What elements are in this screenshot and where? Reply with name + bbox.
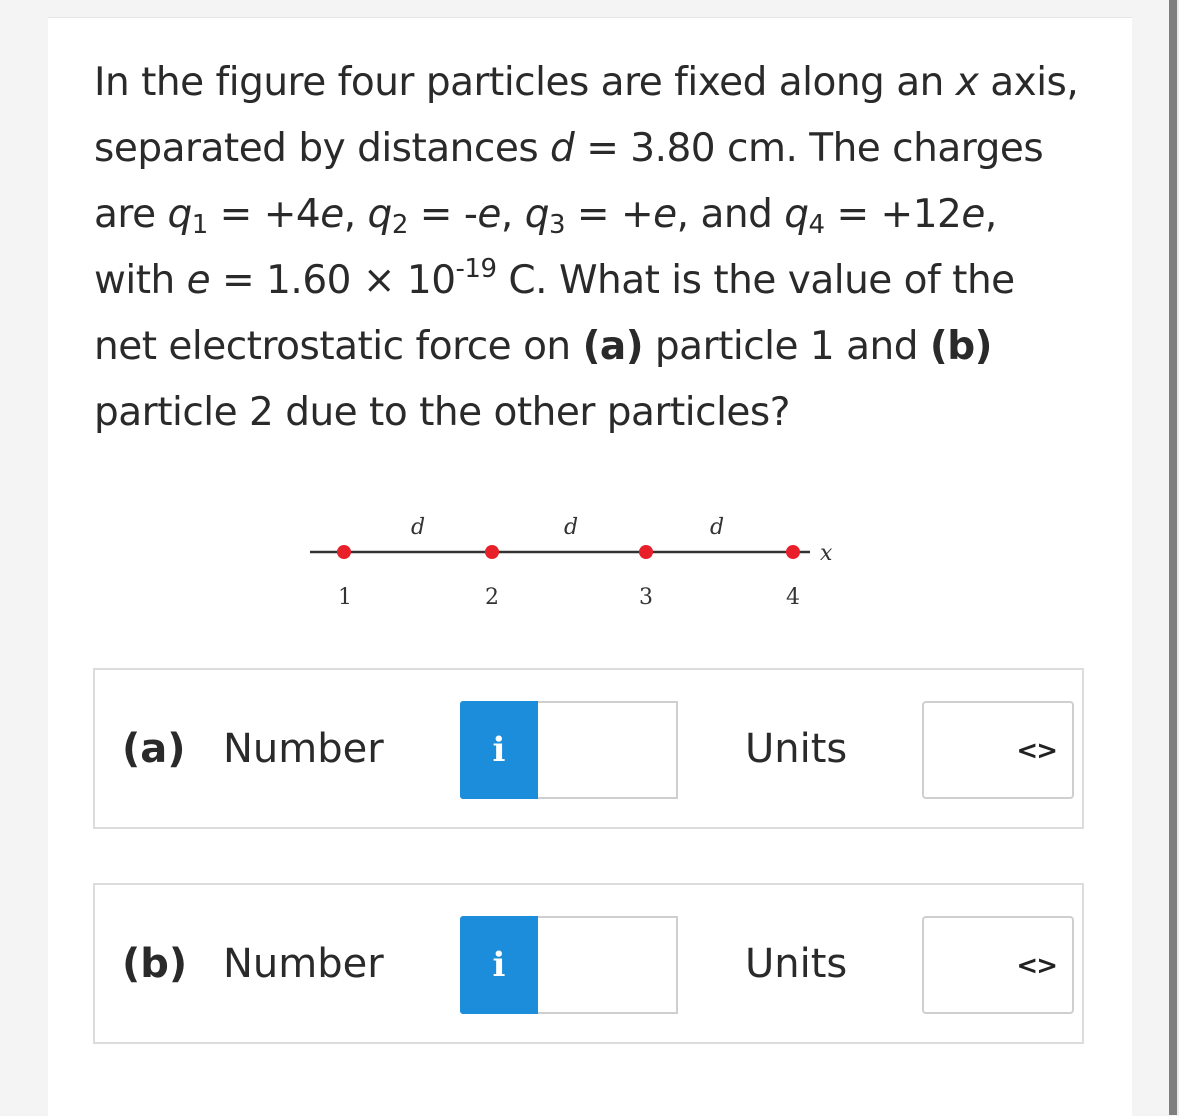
answer-row-b [93,883,1084,1044]
particle-label-3: 3 [639,585,653,610]
part-label-b: (b) [122,941,188,987]
particle-3 [639,545,653,559]
chevron-up-down-icon: <> [1016,736,1056,766]
info-icon[interactable]: i [460,701,538,799]
info-icon[interactable]: i [460,916,538,1014]
spacing-label-2: d [564,515,579,540]
spacing-label-3: d [710,515,725,540]
question-text: In the figure four particles are fixed along an x axis, separated by distances d = 3.80 cm. The charges are $q_1 = +4e$, $q_2 = -e$, $q_3 = +e$, and $q_4 = +12e$, with $e = 1.60 \times 10^{-19}$ C. What is the value of the net electrostatic force on (a) particle 1 and (b) particle 2 due to the other particles? [94,60,1079,435]
units-label-a: Units [745,726,848,772]
particle-label-2: 2 [485,585,499,610]
number-label-b: Number [223,941,384,987]
x-axis-label: x [820,541,833,566]
particle-figure [300,510,860,620]
particle-2 [485,545,499,559]
particle-label-4: 4 [786,585,800,610]
particle-1 [337,545,351,559]
number-input-a[interactable] [538,701,678,799]
scrollbar-thumb[interactable] [1169,0,1177,1115]
chevron-up-down-icon: <> [1016,951,1056,981]
units-select-b[interactable] [922,916,1074,1014]
units-label-b: Units [745,941,848,987]
part-label-a: (a) [122,726,186,772]
scrollbar[interactable] [1169,0,1179,1115]
particle-label-1: 1 [338,585,352,610]
number-label-a: Number [223,726,384,772]
spacing-label-1: d [411,515,426,540]
units-select-a[interactable] [922,701,1074,799]
number-input-b[interactable] [538,916,678,1014]
particle-4 [786,545,800,559]
answer-row-a [93,668,1084,829]
